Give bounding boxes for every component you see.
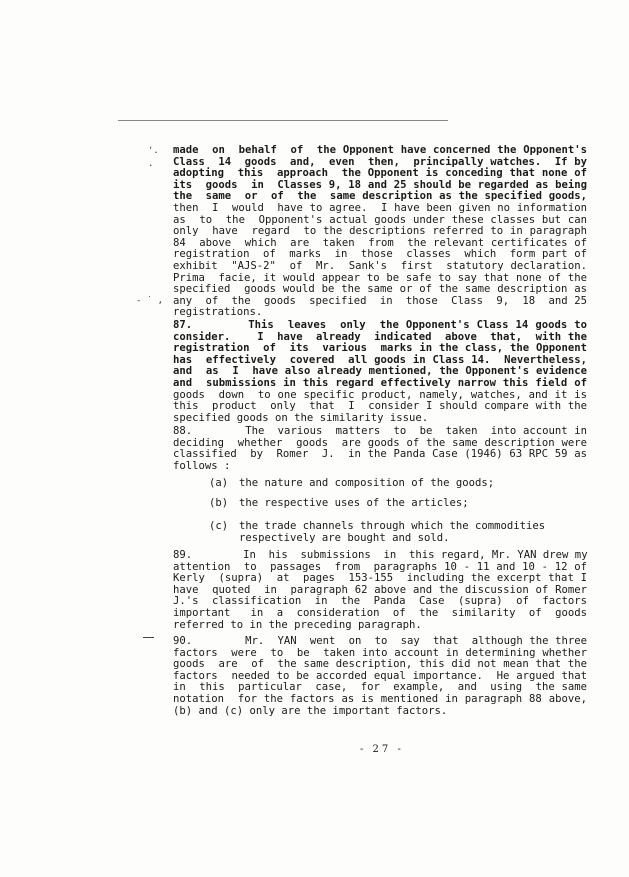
text-line: classified by Romer J. in the Panda Case (1946) 63 RPC 59 as [173,448,587,461]
text-line: factors were to be taken into account in determining whether [173,646,587,659]
text-line: any of the goods specified in those Class 9, 18 and 25 [173,294,587,307]
text-line: exhibit "AJS-2" of Mr. Sank's first statutory declaration. [173,259,587,272]
text-line: as to the Opponent's actual goods under these classes but can [173,213,587,226]
item-text: respectively are bought and sold. [239,531,450,544]
text-line: made on behalf of the Opponent have concerned the Opponent's [173,144,587,156]
item-label: (c) [209,520,229,532]
text-line: registrations. [173,306,263,319]
text-line: 84 above which are taken from the relevant certificates of [173,236,587,249]
top-rule [118,120,448,121]
paragraph-88 [173,426,587,472]
text-line: 89. In his submissions in this regard, Mr. YAN drew my [173,549,588,561]
list-item [209,478,494,490]
paragraph-89 [173,550,587,631]
text-line: Prima facie, it would appear to be safe to say that none of the [173,271,587,284]
text-line: 90. Mr. YAN went on to say that although the three [173,635,587,647]
item-text: the trade channels through which the commodities [239,520,546,532]
text-line: important in a consideration of the similarity of goods [173,606,587,619]
text-line: and as I have also already mentioned, the Opponent's evidence [173,365,587,378]
text-line: only have regard to the descriptions referred to in paragraph [173,225,587,238]
text-line: then I would have to agree. I have been given no information [173,201,587,214]
text-line: has effectively covered all goods in Class 14. Nevertheless, [173,353,587,366]
text-line: and submissions in this regard effectively narrow this field of [173,376,587,389]
text-line: consider. I have already indicated above that, with the [173,330,587,343]
text-line: the same or of the same description as the specified goods, [173,190,587,203]
text-line: specified goods on the similarity issue. [173,411,429,424]
text-line: factors needed to be accorded equal importance. He argued that [173,669,587,682]
margin-mark: '. [148,146,159,156]
text-line: referred to in the preceding paragraph. [173,618,422,631]
text-line: 88. The various matters to be taken into account in [173,425,587,437]
paragraph-90 [173,636,587,717]
text-line: deciding whether goods are goods of the same description were [173,436,587,449]
text-line: this product only that I consider I should compare with the [173,400,587,413]
text-line: goods down to one specific product, namely, watches, and it is [173,388,587,401]
text-line: adopting this approach the Opponent is conceding that none of [173,167,587,180]
paragraph-87 [173,320,587,424]
item-text: the respective uses of the articles; [239,497,469,509]
text-line: 87. This leaves only the Opponent's Class 14 goods to [173,319,587,331]
text-line: goods are of the same description, this did not mean that the [173,658,587,671]
text-line: (b) and (c) only are the important factors. [173,704,448,717]
text-line: in this particular case, for example, and using the same [173,681,587,694]
item-label: (b) [209,497,229,509]
list-item [209,498,469,510]
text-line: its goods in Classes 9, 18 and 25 should be regarded as being [173,178,587,191]
list-item [209,521,587,544]
text-line: specified goods would be the same or of the same description as [173,283,587,296]
paragraph-intro [173,145,587,319]
text-line: Class 14 goods and, even then, principally watches. If by [173,155,587,168]
margin-mark: . [148,159,154,169]
text-line: attention to passages from paragraphs 10 - 11 and 10 - 12 of [173,560,587,573]
text-line: J.'s classification in the Panda Case (supra) of factors [173,595,587,608]
text-line: notation for the factors as is mentioned in paragraph 88 above, [173,692,587,705]
item-text: the nature and composition of the goods; [239,477,495,489]
item-label: (a) [209,477,229,489]
text-line: Kerly (supra) at pages 153-155 including the excerpt that I [173,572,587,585]
text-line: registration of marks in those classes which form part of [173,248,587,261]
text-line: follows : [173,459,231,472]
page-number: - 27 - [360,744,404,755]
text-line: have quoted in paragraph 62 above and the discussion of Romer [173,583,587,596]
text-line: registration of its various marks in the class, the Opponent [173,342,587,355]
margin-dash [143,637,154,638]
margin-mark: ‐ ˙ , [136,296,164,306]
